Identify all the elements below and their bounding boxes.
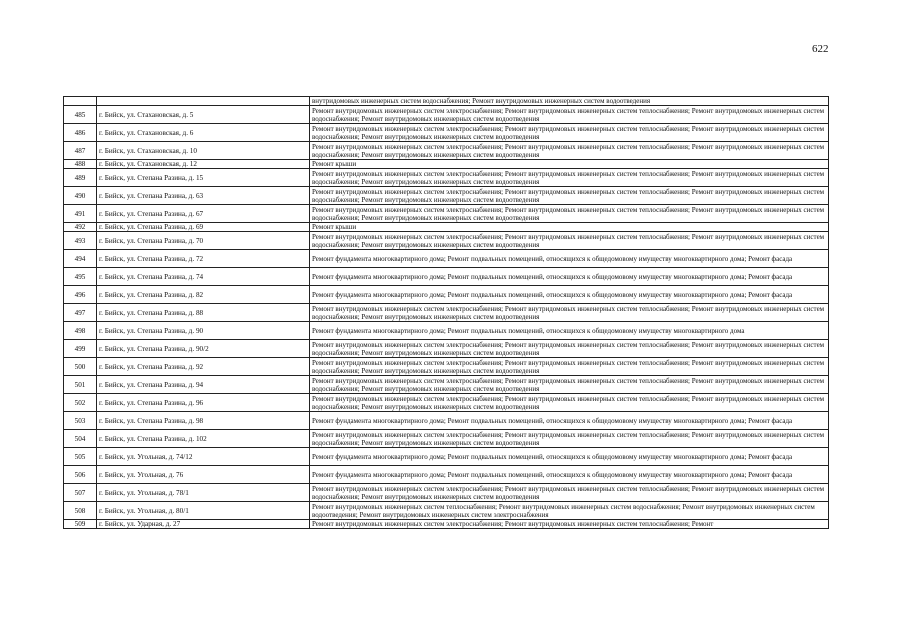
address-cell: г. Бийск, ул. Стахановская, д. 6 (97, 124, 310, 142)
table-row (64, 232, 829, 250)
row-number-cell: 509 (64, 520, 97, 529)
table-row (64, 466, 829, 484)
address-cell: г. Бийск, ул. Степана Разина, д. 67 (97, 205, 310, 223)
table-row (64, 106, 829, 124)
address-cell: г. Бийск, ул. Угольная, д. 76 (97, 466, 310, 484)
table-row (64, 169, 829, 187)
row-number-cell: 505 (64, 448, 97, 466)
table-row (64, 484, 829, 502)
address-cell: г. Бийск, ул. Стахановская, д. 5 (97, 106, 310, 124)
address-cell: г. Бийск, ул. Степана Разина, д. 102 (97, 430, 310, 448)
table-row (64, 448, 829, 466)
address-cell: г. Бийск, ул. Угольная, д. 80/1 (97, 502, 310, 520)
row-number-cell: 490 (64, 187, 97, 205)
address-cell: г. Бийск, ул. Степана Разина, д. 15 (97, 169, 310, 187)
works-cell: Ремонт внутридомовых инженерных систем электроснабжения; Ремонт внутридомовых инженерных систем теплоснабжения; Ремонт внутридомовых инженерных систем водоснабжения; Ремонт внутридомовых инженерных систем водоотведения (310, 394, 829, 412)
works-cell: Ремонт внутридомовых инженерных систем электроснабжения; Ремонт внутридомовых инженерных систем теплоснабжения; Ремонт внутридомовых инженерных систем водоснабжения; Ремонт внутридомовых инженерных систем водоотведения (310, 106, 829, 124)
table-row (64, 142, 829, 160)
works-cell: Ремонт внутридомовых инженерных систем электроснабжения; Ремонт внутридомовых инженерных систем теплоснабжения; Ремонт внутридомовых инженерных систем водоснабжения; Ремонт внутридомовых инженерных систем водоотведения (310, 340, 829, 358)
works-cell: Ремонт фундамента многоквартирного дома; Ремонт подвальных помещений, относящихся к общедомовому имуществу многоквартирного дома; Ремонт фасада (310, 448, 829, 466)
address-cell: г. Бийск, ул. Степана Разина, д. 92 (97, 358, 310, 376)
row-number-cell: 501 (64, 376, 97, 394)
works-cell: Ремонт фундамента многоквартирного дома; Ремонт подвальных помещений, относящихся к общедомовому имуществу многоквартирного дома; Ремонт фасада (310, 412, 829, 430)
works-cell: Ремонт внутридомовых инженерных систем электроснабжения; Ремонт внутридомовых инженерных систем теплоснабжения; Ремонт внутридомовых инженерных систем водоснабжения; Ремонт внутридомовых инженерных систем водоотведения (310, 304, 829, 322)
address-cell: г. Бийск, ул. Степана Разина, д. 98 (97, 412, 310, 430)
works-cell: Ремонт внутридомовых инженерных систем электроснабжения; Ремонт внутридомовых инженерных систем теплоснабжения; Ремонт внутридомовых инженерных систем водоснабжения; Ремонт внутридомовых инженерных систем водоотведения (310, 232, 829, 250)
row-number-cell: 508 (64, 502, 97, 520)
address-cell: г. Бийск, ул. Степана Разина, д. 90 (97, 322, 310, 340)
row-number-cell: 499 (64, 340, 97, 358)
row-number-cell: 506 (64, 466, 97, 484)
row-number-cell (64, 97, 97, 106)
works-cell: Ремонт внутридомовых инженерных систем электроснабжения; Ремонт внутридомовых инженерных систем теплоснабжения; Ремонт внутридомовых инженерных систем водоснабжения; Ремонт внутридомовых инженерных систем водоотведения (310, 376, 829, 394)
address-cell: г. Бийск, ул. Степана Разина, д. 69 (97, 223, 310, 232)
table-row (64, 394, 829, 412)
table-row (64, 520, 829, 529)
table-row (64, 430, 829, 448)
table-row (64, 223, 829, 232)
repair-register-table (63, 96, 829, 529)
row-number-cell: 488 (64, 160, 97, 169)
works-cell: Ремонт внутридомовых инженерных систем электроснабжения; Ремонт внутридомовых инженерных систем теплоснабжения; Ремонт внутридомовых инженерных систем водоснабжения; Ремонт внутридомовых инженерных систем водоотведения (310, 142, 829, 160)
table-row (64, 124, 829, 142)
address-cell: г. Бийск, ул. Стахановская, д. 12 (97, 160, 310, 169)
row-number-cell: 494 (64, 250, 97, 268)
address-cell: г. Бийск, ул. Ударная, д. 27 (97, 520, 310, 529)
address-cell: г. Бийск, ул. Степана Разина, д. 94 (97, 376, 310, 394)
row-number-cell: 503 (64, 412, 97, 430)
works-cell: Ремонт внутридомовых инженерных систем электроснабжения; Ремонт внутридомовых инженерных систем теплоснабжения; Ремонт внутридомовых инженерных систем водоснабжения; Ремонт внутридомовых инженерных систем водоотведения (310, 124, 829, 142)
register-body (64, 97, 829, 529)
table-row (64, 412, 829, 430)
address-cell: г. Бийск, ул. Степана Разина, д. 70 (97, 232, 310, 250)
works-cell: Ремонт внутридомовых инженерных систем электроснабжения; Ремонт внутридомовых инженерных систем теплоснабжения; Ремонт внутридомовых инженерных систем водоснабжения; Ремонт внутридомовых инженерных систем водоотведения (310, 484, 829, 502)
works-cell: Ремонт фундамента многоквартирного дома; Ремонт подвальных помещений, относящихся к общедомовому имуществу многоквартирного дома; Ремонт фасада (310, 268, 829, 286)
row-number-cell: 496 (64, 286, 97, 304)
table-row (64, 268, 829, 286)
table-row (64, 304, 829, 322)
table-row (64, 187, 829, 205)
address-cell: г. Бийск, ул. Степана Разина, д. 90/2 (97, 340, 310, 358)
table-row (64, 250, 829, 268)
row-number-cell: 491 (64, 205, 97, 223)
table-row (64, 340, 829, 358)
address-cell: г. Бийск, ул. Угольная, д. 78/1 (97, 484, 310, 502)
table-row (64, 205, 829, 223)
row-number-cell: 487 (64, 142, 97, 160)
table-row (64, 376, 829, 394)
works-cell: Ремонт внутридомовых инженерных систем электроснабжения; Ремонт внутридомовых инженерных систем теплоснабжения; Ремонт внутридомовых инженерных систем водоснабжения; Ремонт внутридомовых инженерных систем водоотведения (310, 169, 829, 187)
row-number-cell: 504 (64, 430, 97, 448)
works-cell: Ремонт внутридомовых инженерных систем теплоснабжения; Ремонт внутридомовых инженерных систем водоснабжения; Ремонт внутридомовых инженерных систем водоотведения; Ремонт внутридомовых инженерных систем электроснабжения (310, 502, 829, 520)
works-cell: Ремонт фундамента многоквартирного дома; Ремонт подвальных помещений, относящихся к общедомовому имуществу многоквартирного дома; Ремонт фасада (310, 250, 829, 268)
row-number-cell: 497 (64, 304, 97, 322)
row-number-cell: 507 (64, 484, 97, 502)
table-row (64, 322, 829, 340)
row-number-cell: 500 (64, 358, 97, 376)
works-cell: Ремонт крыши (310, 160, 829, 169)
works-cell: Ремонт фундамента многоквартирного дома; Ремонт подвальных помещений, относящихся к общедомовому имуществу многоквартирного дома; Ремонт фасада (310, 286, 829, 304)
works-cell: Ремонт внутридомовых инженерных систем электроснабжения; Ремонт внутридомовых инженерных систем теплоснабжения; Ремонт внутридомовых инженерных систем водоснабжения; Ремонт внутридомовых инженерных систем водоотведения (310, 205, 829, 223)
row-number-cell: 492 (64, 223, 97, 232)
row-number-cell: 485 (64, 106, 97, 124)
row-number-cell: 486 (64, 124, 97, 142)
works-cell: Ремонт внутридомовых инженерных систем электроснабжения; Ремонт внутридомовых инженерных систем теплоснабжения; Ремонт внутридомовых инженерных систем водоснабжения; Ремонт внутридомовых инженерных систем водоотведения (310, 358, 829, 376)
works-cell: Ремонт фундамента многоквартирного дома; Ремонт подвальных помещений, относящихся к общедомовому имуществу многоквартирного дома (310, 322, 829, 340)
works-cell: Ремонт внутридомовых инженерных систем электроснабжения; Ремонт внутридомовых инженерных систем теплоснабжения; Ремонт (310, 520, 829, 529)
address-cell: г. Бийск, ул. Степана Разина, д. 96 (97, 394, 310, 412)
table-row (64, 286, 829, 304)
row-number-cell: 502 (64, 394, 97, 412)
address-cell: г. Бийск, ул. Степана Разина, д. 82 (97, 286, 310, 304)
table-row (64, 97, 829, 106)
address-cell (97, 97, 310, 106)
table-row (64, 502, 829, 520)
address-cell: г. Бийск, ул. Угольная, д. 74/12 (97, 448, 310, 466)
works-cell: Ремонт внутридомовых инженерных систем электроснабжения; Ремонт внутридомовых инженерных систем теплоснабжения; Ремонт внутридомовых инженерных систем водоснабжения; Ремонт внутридомовых инженерных систем водоотведения (310, 430, 829, 448)
address-cell: г. Бийск, ул. Степана Разина, д. 72 (97, 250, 310, 268)
page-number: 622 (812, 43, 829, 55)
works-cell: Ремонт внутридомовых инженерных систем электроснабжения; Ремонт внутридомовых инженерных систем теплоснабжения; Ремонт внутридомовых инженерных систем водоснабжения; Ремонт внутридомовых инженерных систем водоотведения (310, 187, 829, 205)
works-cell: Ремонт фундамента многоквартирного дома; Ремонт подвальных помещений, относящихся к общедомовому имуществу многоквартирного дома; Ремонт фасада (310, 466, 829, 484)
works-cell: Ремонт крыши (310, 223, 829, 232)
row-number-cell: 489 (64, 169, 97, 187)
row-number-cell: 498 (64, 322, 97, 340)
table-row (64, 358, 829, 376)
works-cell: внутридомовых инженерных систем водоснабжения; Ремонт внутридомовых инженерных систем водоотведения (310, 97, 829, 106)
address-cell: г. Бийск, ул. Степана Разина, д. 63 (97, 187, 310, 205)
row-number-cell: 493 (64, 232, 97, 250)
address-cell: г. Бийск, ул. Степана Разина, д. 74 (97, 268, 310, 286)
table-row (64, 160, 829, 169)
row-number-cell: 495 (64, 268, 97, 286)
address-cell: г. Бийск, ул. Стахановская, д. 10 (97, 142, 310, 160)
address-cell: г. Бийск, ул. Степана Разина, д. 88 (97, 304, 310, 322)
